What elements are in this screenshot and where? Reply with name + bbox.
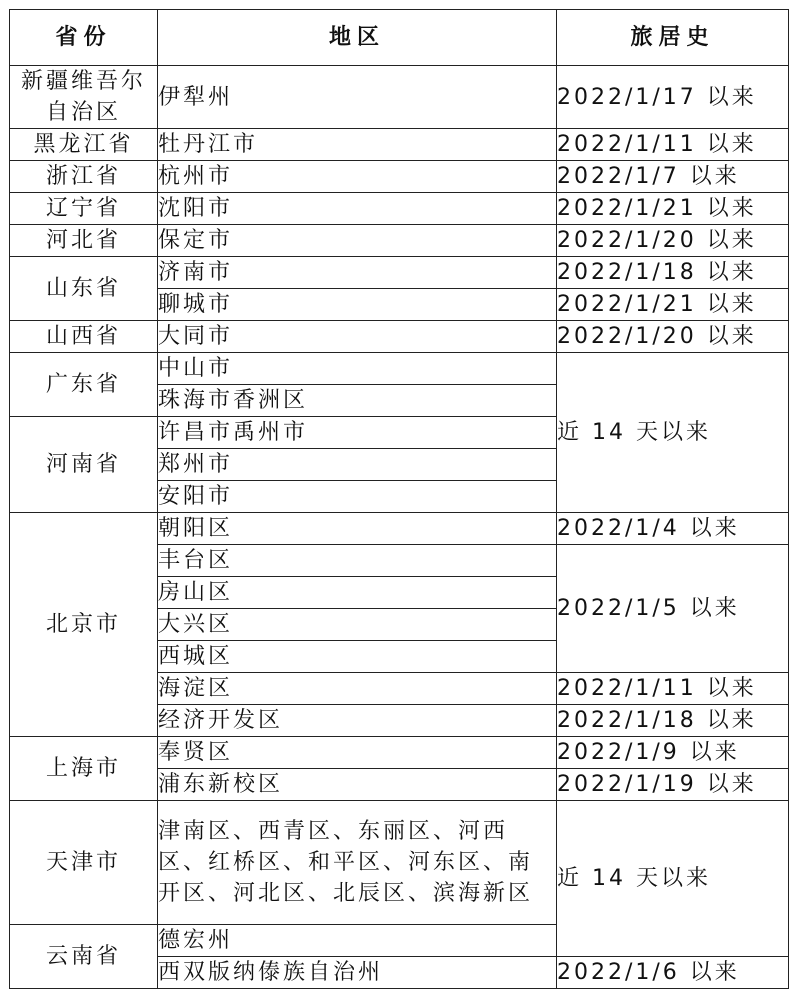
district-cell: 珠海市香洲区 — [158, 385, 557, 417]
history-cell: 2022/1/20 以来 — [557, 321, 789, 353]
district-cell: 许昌市禹州市 — [158, 417, 557, 449]
district-cell: 安阳市 — [158, 481, 557, 513]
table-row — [10, 161, 789, 193]
history-cell: 2022/1/20 以来 — [557, 225, 789, 257]
district-cell: 西双版纳傣族自治州 — [158, 957, 557, 989]
province-cell: 浙江省 — [10, 161, 158, 193]
province-cell: 河北省 — [10, 225, 158, 257]
table-row — [10, 737, 789, 769]
province-cell: 黑龙江省 — [10, 129, 158, 161]
district-cell: 大兴区 — [158, 609, 557, 641]
province-cell: 山东省 — [10, 257, 158, 321]
district-cell: 郑州市 — [158, 449, 557, 481]
district-cell: 房山区 — [158, 577, 557, 609]
table-row — [10, 321, 789, 353]
history-cell: 2022/1/6 以来 — [557, 957, 789, 989]
travel-history-table — [9, 9, 789, 989]
header-district: 地区 — [158, 10, 557, 66]
table-row — [10, 193, 789, 225]
province-cell: 天津市 — [10, 801, 158, 925]
history-cell: 2022/1/17 以来 — [557, 66, 789, 129]
history-cell: 2022/1/5 以来 — [557, 545, 789, 673]
district-cell: 海淀区 — [158, 673, 557, 705]
district-cell: 丰台区 — [158, 545, 557, 577]
history-cell: 2022/1/18 以来 — [557, 257, 789, 289]
district-cell: 杭州市 — [158, 161, 557, 193]
history-cell: 2022/1/18 以来 — [557, 705, 789, 737]
district-cell: 牡丹江市 — [158, 129, 557, 161]
history-cell: 2022/1/9 以来 — [557, 737, 789, 769]
table-row — [10, 257, 789, 289]
district-cell: 经济开发区 — [158, 705, 557, 737]
district-cell: 聊城市 — [158, 289, 557, 321]
district-cell: 保定市 — [158, 225, 557, 257]
history-cell: 2022/1/19 以来 — [557, 769, 789, 801]
district-cell: 浦东新校区 — [158, 769, 557, 801]
header-history: 旅居史 — [557, 10, 789, 66]
province-cell: 云南省 — [10, 925, 158, 989]
history-cell: 2022/1/4 以来 — [557, 513, 789, 545]
district-cell: 朝阳区 — [158, 513, 557, 545]
province-cell: 山西省 — [10, 321, 158, 353]
header-row — [10, 10, 789, 66]
province-cell: 河南省 — [10, 417, 158, 513]
table-row — [10, 225, 789, 257]
district-cell: 德宏州 — [158, 925, 557, 957]
district-cell: 津南区、西青区、东丽区、河西区、红桥区、和平区、河东区、南开区、河北区、北辰区、滨海新区 — [158, 801, 557, 925]
district-cell: 奉贤区 — [158, 737, 557, 769]
history-cell: 2022/1/21 以来 — [557, 193, 789, 225]
history-cell: 近 14 天以来 — [557, 801, 789, 957]
province-cell: 广东省 — [10, 353, 158, 417]
table-row — [10, 353, 789, 385]
district-cell: 伊犁州 — [158, 66, 557, 129]
history-cell: 2022/1/7 以来 — [557, 161, 789, 193]
table-row — [10, 513, 789, 545]
table-row — [10, 129, 789, 161]
province-cell: 北京市 — [10, 513, 158, 737]
history-cell: 2022/1/11 以来 — [557, 673, 789, 705]
district-cell: 济南市 — [158, 257, 557, 289]
province-cell: 辽宁省 — [10, 193, 158, 225]
history-cell: 2022/1/21 以来 — [557, 289, 789, 321]
history-cell: 2022/1/11 以来 — [557, 129, 789, 161]
district-cell: 沈阳市 — [158, 193, 557, 225]
table-row — [10, 801, 789, 925]
district-cell: 中山市 — [158, 353, 557, 385]
district-cell: 大同市 — [158, 321, 557, 353]
table-row — [10, 66, 789, 129]
history-cell: 近 14 天以来 — [557, 353, 789, 513]
district-cell: 西城区 — [158, 641, 557, 673]
province-cell: 新疆维吾尔自治区 — [10, 66, 158, 129]
header-province: 省份 — [10, 10, 158, 66]
province-cell: 上海市 — [10, 737, 158, 801]
